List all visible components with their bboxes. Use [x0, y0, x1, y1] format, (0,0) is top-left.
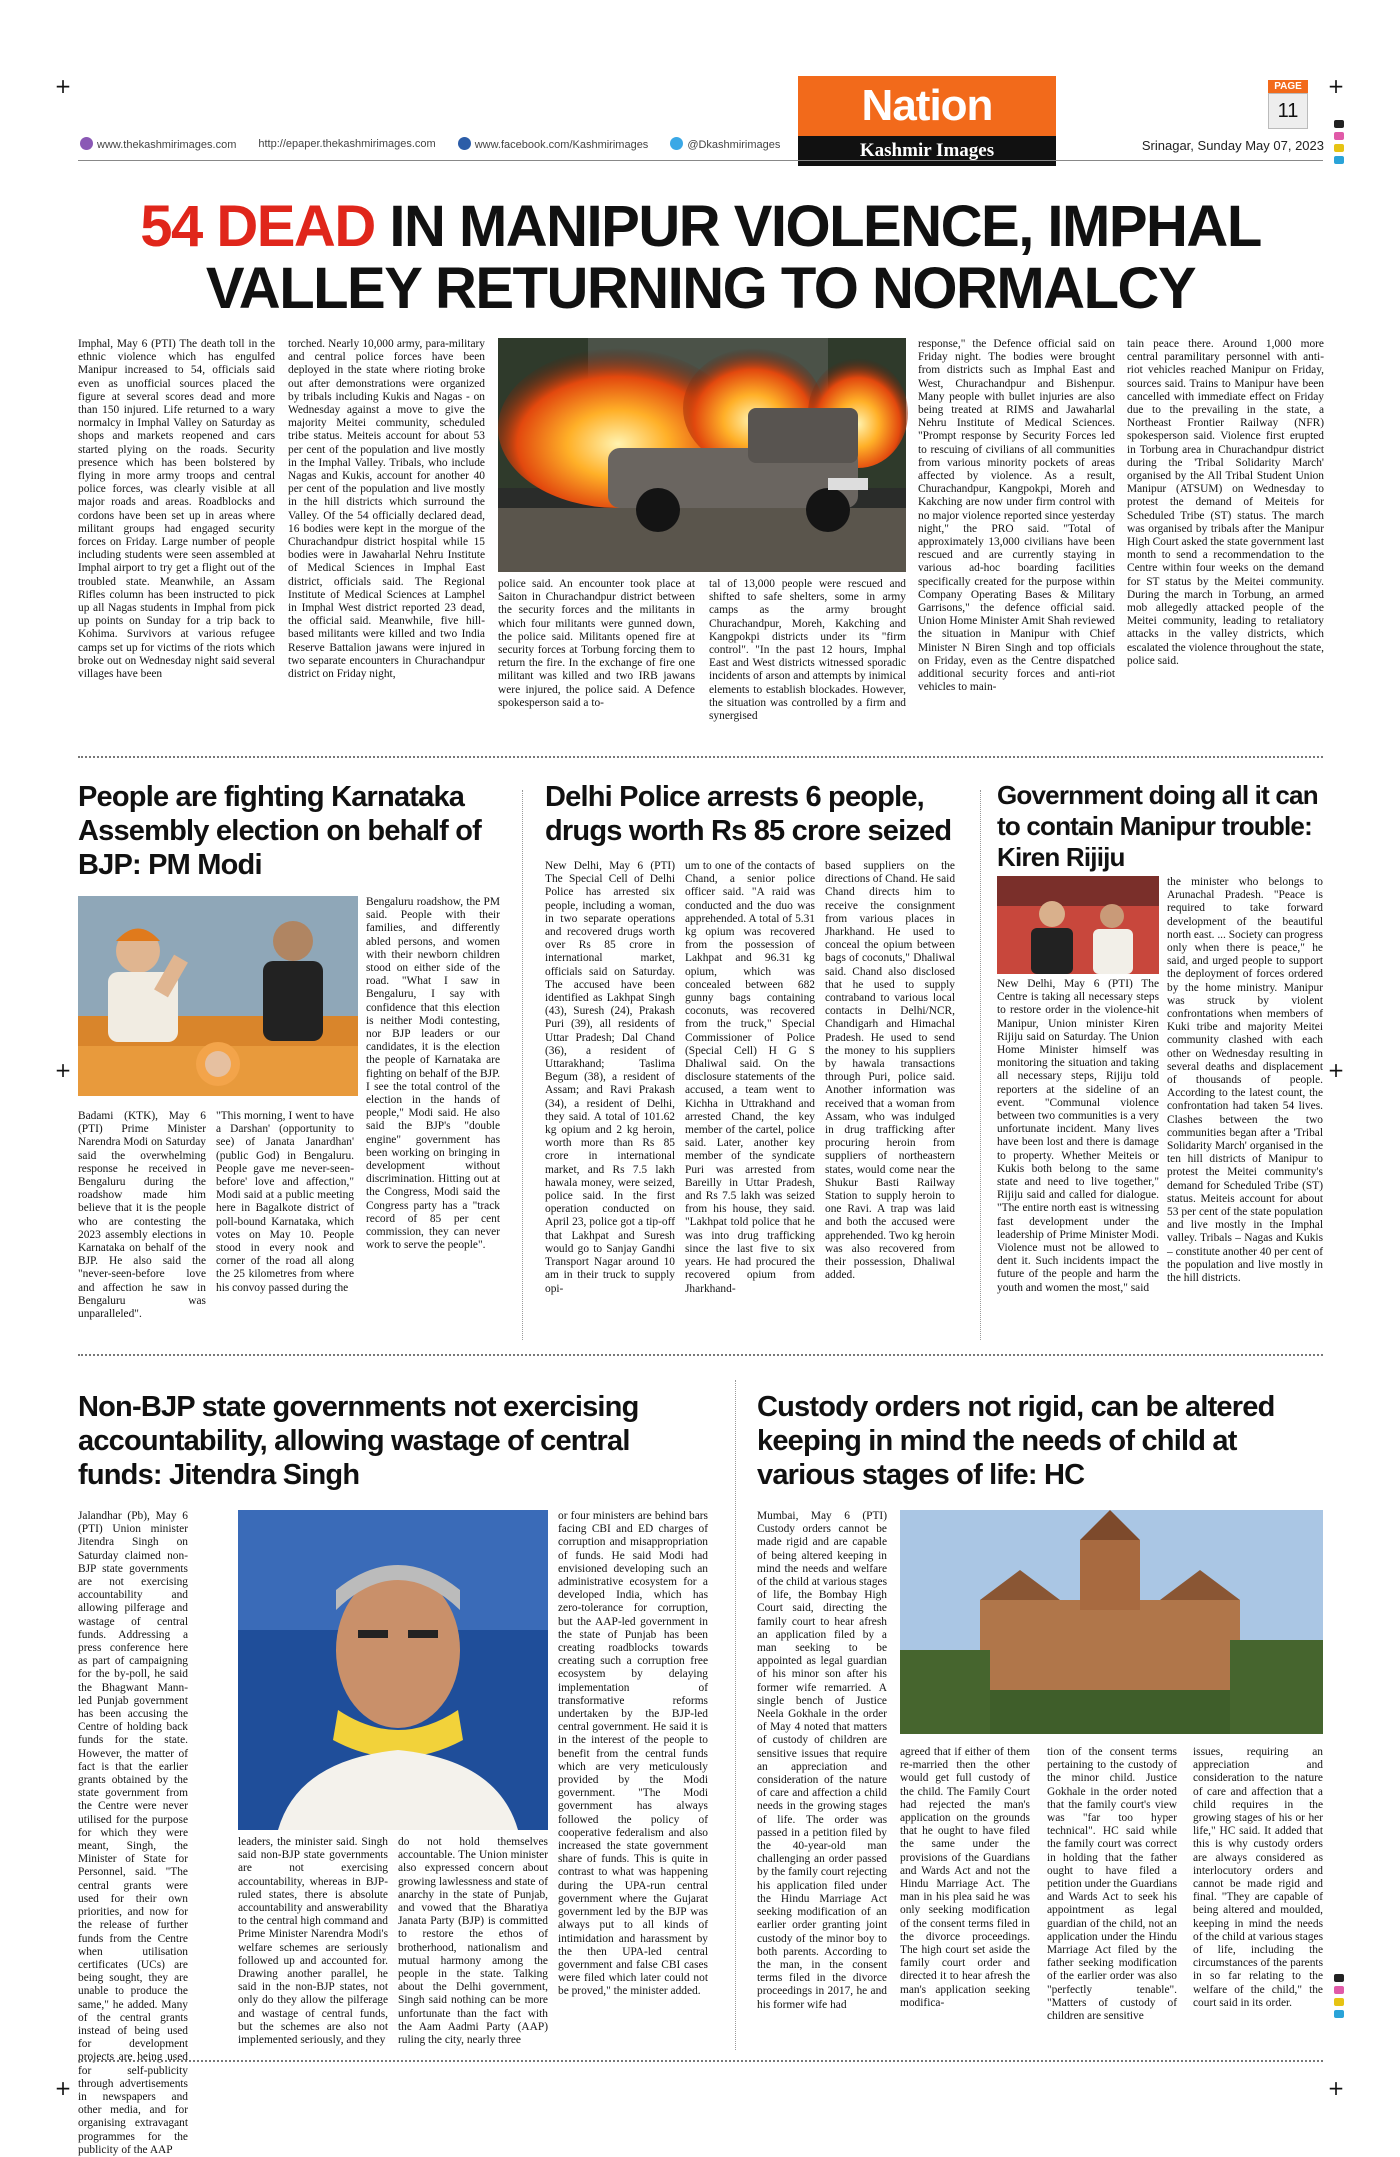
masthead — [798, 76, 1056, 166]
lead-headline-line2: VALLEY RETURNING TO NORMALCY — [205, 256, 1196, 321]
globe-icon — [80, 137, 93, 150]
page-number: 11 — [1268, 93, 1308, 129]
side-color-icons-top — [1334, 120, 1346, 168]
hc-col-2: agreed that if either of them re-married then the other would get full custody of the child. The Family Court had rejected the man's application on the grounds that he ought to have filed the same under the provisions of the Guardians and Wards Act and not the Hindu Marriage Act. The man in his plea said he was only seeking modification of the consent terms filed in the divorce proceedings. The high court set aside the family court order and directed it to hear afresh the man's application seeking modifica- — [900, 1746, 1030, 2009]
delhi-headline: Delhi Police arrests 6 people, drugs worth Rs 85 crore seized — [545, 781, 952, 847]
epaper-link[interactable]: http://epaper.thekashmirimages.com — [258, 138, 436, 150]
rijiju-col-1: New Delhi, May 6 (PTI) The Centre is taking all necessary steps to restore order in the violence-hit Manipur, Union minister Kiren Rijiju said on Saturday. The Union Home Minister himself was monitoring the situation and taking all necessary steps, Rijiju told reporters at the sideline of an event. "Communal violence between two communities is a very unfortunate incident. Many lives have been lost and there is damage to property. Whether Meiteis or Kukis both belong to the same state and need to live together," Rijiju said and called for dialogue. "The entire north east is witnessing fast development under the leadership of Prime Minister Modi. Violence must not be allowed to dent it. Such incidents impact the future of the people and harm the youth and women the most," said — [997, 978, 1159, 1294]
jitendra-col-2: leaders, the minister said. Singh said non-BJP state governments are not exercising accountability, whereas in BJP-ruled states, there is absolute accountability and answerability to the central high command and Prime Minister Narendra Modi's welfare schemes are seriously followed up and accounted for. Drawing another parallel, he said in the non-BJP states, not only do they allow the pilferage and wastage of central funds, but the schemes are also not implemented seriously, and they — [238, 1836, 388, 2047]
page-label: PAGE — [1268, 80, 1308, 93]
divider-delhi-rijiju — [980, 790, 981, 1340]
lead-headline-line1: IN MANIPUR VIOLENCE, IMPHAL — [374, 194, 1261, 259]
rijiju-headline: Government doing all it can to contain Manipur trouble: Kiren Rijiju — [997, 780, 1318, 872]
hc-photo — [900, 1510, 1323, 1734]
bombay-high-court-image — [900, 1510, 1323, 1734]
hc-col-1: Mumbai, May 6 (PTI) Custody orders cannot be made rigid and are capable of being altered keeping in mind the needs and welfare of the child at various stages of life, the Bombay High Court said, directing the family court to hear afresh an application filed by a man seeking to be appointed as legal guardian of his minor son after his former wife remarried. A single bench of Justice Neela Gokhale in the order of May 4 noted that matters of custody of children are sensitive issues that require an appreciation and consideration of the nature of care and affection a child needs in the growing stages of life. The order was passed in a petition filed by the 40-year-old man challenging an order passed by the family court rejecting his application filed under the Hindu Marriage Act seeking modification of an earlier order granting joint custody of the minor boy to both parents. According to the man, in the consent terms filed in the divorce proceedings in 2017, he and his former wife had — [757, 1510, 888, 2011]
header-links — [80, 137, 780, 151]
modi-col-1: Badami (KTK), May 6 (PTI) Prime Minister Narendra Modi on Saturday said the overwhelming response he received in Bengaluru during the roadshow made him believe that it is the people who are contesting the 2023 assembly elections in Karnataka on behalf of the BJP. He also said the "never-seen-before love and affection he saw in Bengaluru was unparalleled". — [78, 1110, 206, 1321]
registration-mark-bottom-right: + — [1327, 2076, 1345, 2100]
modi-roadshow-image — [78, 896, 358, 1096]
jitendra-headline: Non-BJP state governments not exercising accountability, allowing wastage of central funds: Jitendra Singh — [78, 1391, 639, 1491]
registration-mark-mid-right: + — [1327, 1058, 1345, 1082]
facebook-link[interactable]: www.facebook.com/Kashmirimages — [458, 137, 649, 151]
lead-col-5: response," the Defence official said on Friday night. The bodies were brought from districts such as Imphal East and West, Churachandpur and Bishenpur. Many people with bullet injuries are also being treated at RIMS and Jawaharlal Nehru Institute of Medical Sciences. "Prompt response by Security Forces led to rescuing of civilians of all communities from various minority pockets of areas affected by violence. As a result, Churachandpur, Kangpokpi, Moreh and Kakching are now under firm control with no major violence reported since yesterday night," the PRO said. "Total of approximately 13,000 civilians have been rescued and are currently staying in various ad-hoc boarding facilities specifically created for the purpose within Company Operating Bases & Military Garrisons," the defence official said. Union Home Minister Amit Shah reviewed the situation in Manipur with Chief Minister N Biren Singh and top officials on Friday, even as the Centre dispatched additional security forces and anti-riot vehicles to main- — [918, 338, 1115, 694]
lead-col-1: Imphal, May 6 (PTI) The death toll in the ethnic violence which has engulfed Manipur increased to 54, officials said even as unofficial sources placed the figure at several scores dead and more than 150 injured. Life returned to a wary normalcy in Imphal Valley on Saturday as shops and markets reopened and cars started plying on the roads. Security presence which has been bolstered by flying in more army troops and central police forces, was clearly visible at all major roads and areas. Roadblocks and cordons have been set up in areas where militant groups had engaged security forces on Friday. Large number of people including students were seen assembled at Imphal airport to try get a flight out of the troubled state. Meanwhile, an Assam Rifles column has been instructed to pick up all Nagas students in Imphal from pick up points on Sunday for a trip back to Kohima. Survivors at various refugee camps set up for victims of the riots which broke out on Wednesday night said several villages have been — [78, 338, 275, 681]
lead-col-2: torched. Nearly 10,000 army, para-military and central police forces have been deployed in the state where rioting broke out after demonstrations were organized by tribals including Kukis and Nagas - on Wednesday against a move to give the majority Meitei community, scheduled tribe status. Meiteis account for about 53 per cent of the population and live mostly in the Imphal Valley. Tribals, who include Nagas and Kukis, account for another 40 per cent of the population and live mostly in the hill districts which surround the Valley. Of the 54 officially declared dead, 16 bodies were kept in the morgue of the Churachandpur district hospital while 15 bodies were in Jawaharlal Nehru Institute of Medical Sciences in Imphal East district, officials said. The Regional Institute of Medical Sciences at Lamphel in Imphal West district reported 23 dead, the official said. Meanwhile, five hill-based militants were killed and two India Reserve Battalion jawans were injured in two separate encounters in Churachandpur district on Friday night, — [288, 338, 485, 681]
dateline: Srinagar, Sunday May 07, 2023 — [1141, 138, 1324, 153]
jitendra-photo — [238, 1510, 548, 1830]
website-link[interactable]: www.thekashmirimages.com — [80, 137, 236, 151]
delhi-col-2: um to one of the contacts of Chand, a senior police officer said. "A raid was conducted and the duo was apprehended. A total of 5.31 kg opium was recovered from the possession of Lakhpat and 96.31 kg opium, which was concealed between 682 gunny bags containing coconuts, was recovered from the truck," Special Commissioner of Police (Special Cell) H G S Dhaliwal said. On the disclosure statements of the accused, a team went to Kichha in Uttrakhand and arrested Chand, the key member of the cartel, police said. Later, another key member of the syndicate Puri was arrested from Bareilly in Uttar Pradesh, and Rs 7.5 lakh was seized from his house, they said. "Lakhpat told police that he was into drug trafficking since the last five to six years. He had procured the recovered opium from Jharkhand- — [685, 860, 815, 1295]
divider-modi-delhi — [522, 790, 523, 1340]
jitendra-col-4: or four ministers are behind bars facing CBI and ED charges of corruption and misappropriation of funds. He said Modi had envisioned developing such an administrative ecosystem for a developed India, which has zero-tolerance for corruption, but the AAP-led government in the state of Punjab has been creating roadblocks towards creating such a corruption free ecosystem by delaying implementation of transformative reforms undertaken by the BJP-led central government. He said it is in the interest of the people to benefit from the central funds which are very meticulously provided by the Modi government. "The Modi government has always followed the policy of cooperative federalism and also increased the state government share of funds. This is quite in contrast to what was happening during the UPA-run central government where the Gujarat government led by the BJP was always put to all kinds of intimidation and harassment by the then UPA-led central government and false CBI cases were filed which later could not be proved," the minister added. — [558, 1510, 708, 1998]
rijiju-col-2: the minister who belongs to Arunachal Pradesh. "Peace is required to take forward development of the beautiful north east. ... Society can progress only when there is peace," he said, and urged people to support the deployment of forces ordered by the home ministry. Manipur was struck by violent confrontations when members of Kuki tribe and majority Meitei community clashed with each other on Wednesday resulting in several deaths and displacement of thousands of people. According to the latest count, the confrontation had taken 54 lives. Clashes between the two communities began after a 'Tribal Solidarity March' organised in the ten hill districts of Manipur to protest the Meitei community's demand for Scheduled Tribe (ST) status. Meiteis account for about 53 per cent of the state population and live mostly in the Imphal valley. Tribals – Nagas and Kukis – constitute another 40 per cent of the population and live mostly in the hill districts. — [1167, 876, 1323, 1285]
twitter-icon — [670, 137, 683, 150]
lead-bottom-rule — [78, 756, 1323, 758]
rijiju-photo — [997, 876, 1159, 974]
lead-col-4: tal of 13,000 people were rescued and shifted to safe shelters, some in army camps as the army brought Churachandpur, Moreh, Kakching and Kangpokpi districts under its "firm control". "In the past 12 hours, Imphal East and West districts witnessed sporadic incidents of arson and attempts by inimical elements to establish blockades. However, the situation was controlled by a firm and synergised — [709, 578, 906, 723]
divider-jitendra-hc — [735, 1380, 736, 2050]
delhi-col-1: New Delhi, May 6 (PTI) The Special Cell of Delhi Police has arrested six people, including a woman, in two separate operations and recovered drugs worth over Rs 85 crore in international market, officials said on Saturday. The accused have been identified as Lakhpat Singh (43), Suresh (24), Prakash Puri (39), all residents of Uttar Pradesh; Dal Chand (36), a resident of Uttarakhand; Taslima Begum (38), a resident of Assam; and Ravi Prakash (34), a resident of Delhi, they said. A total of 101.62 kg opium and 2 kg heroin, worth more than Rs 85 crore in international market, and Rs 7.5 lakh hawala money, were seized, police said. In the first operation conducted on April 23, police got a tip-off that Lakhpat and Suresh would go to Sanjay Gandhi Transport Nagar around 10 am in their truck to supply opi- — [545, 860, 675, 1295]
modi-headline: People are fighting Karnataka Assembly election on behalf of BJP: PM Modi — [78, 781, 482, 881]
registration-mark-bottom-left: + — [54, 2076, 72, 2100]
hc-col-3: tion of the consent terms pertaining to the custody of the minor child. Justice Gokhale in the order noted that the family court's view was "far too hyper technical". HC said while the family court was correct in holding that the father ought to have filed a petition under the Guardians and Wards Act to seek his appointment as legal guardian of the child, not an application under the Hindu Marriage Act filed by the father seeking modification of the earlier order was also "perfectly tenable". "Matters of custody of children are sensitive — [1047, 1746, 1178, 2023]
rijiju-image — [997, 876, 1159, 974]
registration-mark-top-left: + — [54, 74, 72, 98]
facebook-icon — [458, 137, 471, 150]
lead-col-3: police said. An encounter took place at Saiton in Churachandpur district between the security forces and the militants in which four militants were gunned down, the police said. Militants opened fire at security forces at Torbung forcing them to return the fire. In the exchange of fire one militant was killed and two IRB jawans were injured, the police said. A Defence spokesperson said a to- — [498, 578, 695, 709]
registration-mark-top-right: + — [1327, 74, 1345, 98]
modi-col-2: "This morning, I went to have a Darshan' (opportunity to see) of Janata Janardhan' (public God) in Bengaluru. People gave me never-seen-before' love and affection," Modi said at a public meeting here in Bagalkote district of poll-bound Karnataka, which votes on May 10. People stood in every nook and corner of the road all along the 25 kilometres from where his convoy passed during the — [216, 1110, 354, 1294]
jitendra-col-1: Jalandhar (Pb), May 6 (PTI) Union minister Jitendra Singh on Saturday claimed non-BJP state governments are not exercising accountability and allowing pilferage and wastage of central funds. Addressing a press conference here as part of campaigning for the by-poll, he said the Bhagwant Mann-led Punjab government has been accusing the Centre of holding back funds for the state. However, the matter of fact is that the earlier grants obtained by the state government from the Centre were never utilised for the purpose for which they were meant, Singh, the Minister of State for Personnel, said. "The central grants were used for their own priorities, and now for the release of further funds from the Centre when utilisation certificates (UCs) are being sought, they are unable to produce the same," he added. Many of the central grants instead of being used for development projects are being used for self-publicity through advertisements in newspapers and other media, and for organising extravagant programmes for the publicity of the AAP — [78, 1510, 188, 2156]
lead-headline-red: 54 DEAD — [140, 194, 375, 259]
delhi-col-3: based suppliers on the directions of Chand. He said Chand directs him to receive the consignment from various places in Jharkhand. He used to conceal the opium between bags of coconuts," Dhaliwal said. Chand also disclosed that he used to supply contraband to various local contacts in Delhi/NCR, Chandigarh and Himachal Pradesh. He used to send the money to his suppliers by hawala transactions through Puri, police said. Another information was received that a woman from Assam, who was indulged in drug trafficking after procuring heroin from suppliers of northeastern states, would come near the Shukur Basti Railway Station to supply heroin to one Ravi. A trap was laid and both the accused were apprehended. Two kg heroin was also recovered from their possession, Dhaliwal added. — [825, 860, 956, 1282]
burning-vehicles-photo — [498, 338, 906, 572]
header-rule — [78, 160, 1323, 161]
lead-col-6: tain peace there. Around 1,000 more central paramilitary personnel with anti-riot vehicles reached Manipur on Friday, sources said. Trains to Manipur have been cancelled with immediate effect on Friday due to the prevailing in the state, a Northeast Frontier Railway (NFR) spokesperson said. Violence first erupted in Torbung area in Churachandpur district during the 'Tribal Solidarity March' organised by the All Tribal Student Union Manipur (ATSUM) on Wednesday to protest the demand of Meiteis for Scheduled Tribe (ST) status. The march was organised by tribals after the Manipur High Court asked the state government last month to send a recommendation to the Centre within four weeks on the demand for ST status by the Meitei community. During the march in Torbung, an armed mob allegedly attacked people of the Meitei community, leading to retaliatory attacks in the valley districts, which escalated the violence throughout the state, police said. — [1127, 338, 1324, 667]
hc-headline: Custody orders not rigid, can be altered keeping in mind the needs of child at various stages of life: HC — [757, 1391, 1275, 1491]
paper-name: Kashmir Images — [798, 136, 1056, 166]
hc-col-4: issues, requiring an appreciation and consideration to the nature of care and affection that a child requires in the growing stages of his or her life," HC said. It added that this is why custody orders are always considered as interlocutory orders and cannot be made rigid and final. "They are capable of being altered and moulded, keeping in mind the needs of the child at various stages of life, including the circumstances of the parents in so far relating to the welfare of the child," the court said in its order. — [1193, 1746, 1324, 2009]
jitendra-col-3: do not hold themselves accountable. The Union minister also expressed concern about growing lawlessness and state of anarchy in the state of Punjab, and vowed that the Bharatiya Janata Party (BJP) is committed to restore the ethos of brotherhood, nationalism and mutual harmony among the people in the state. Talking about the Delhi government, Singh said nothing can be more unfortunate than the fact with the Aam Aadmi Party (AAP) ruling the city, nearly three — [398, 1836, 548, 2047]
page-number-box — [1268, 80, 1308, 129]
burning-vehicles-image — [498, 338, 906, 572]
lead-headline — [78, 196, 1323, 320]
side-color-icons-bottom — [1334, 1974, 1346, 2022]
modi-col-3: Bengaluru roadshow, the PM said. People with their families, and differently abled persons, and women with their newborn children stood on either side of the road. "What I saw in Bengaluru, I say with confidence that this election is neither Modi contesting, nor BJP leaders or our candidates, it is the election the people of Karnataka are fighting on behalf of the BJP. I see the total control of the election in the hands of people," Modi said. He also said the BJP's "double engine" government has been working on bringing in development without discrimination. Hitting out at the Congress, Modi said the Congress party has a "track record of 85 per cent commission, they can never work to serve the people". — [366, 896, 500, 1252]
middle-bottom-rule — [78, 1354, 1323, 1356]
modi-photo — [78, 896, 358, 1096]
page-bottom-rule — [78, 2060, 1323, 2062]
registration-mark-mid-left: + — [54, 1058, 72, 1082]
jitendra-singh-image — [238, 1510, 548, 1830]
twitter-link[interactable]: @Dkashmirimages — [670, 137, 780, 151]
section-title: Nation — [798, 76, 1056, 136]
